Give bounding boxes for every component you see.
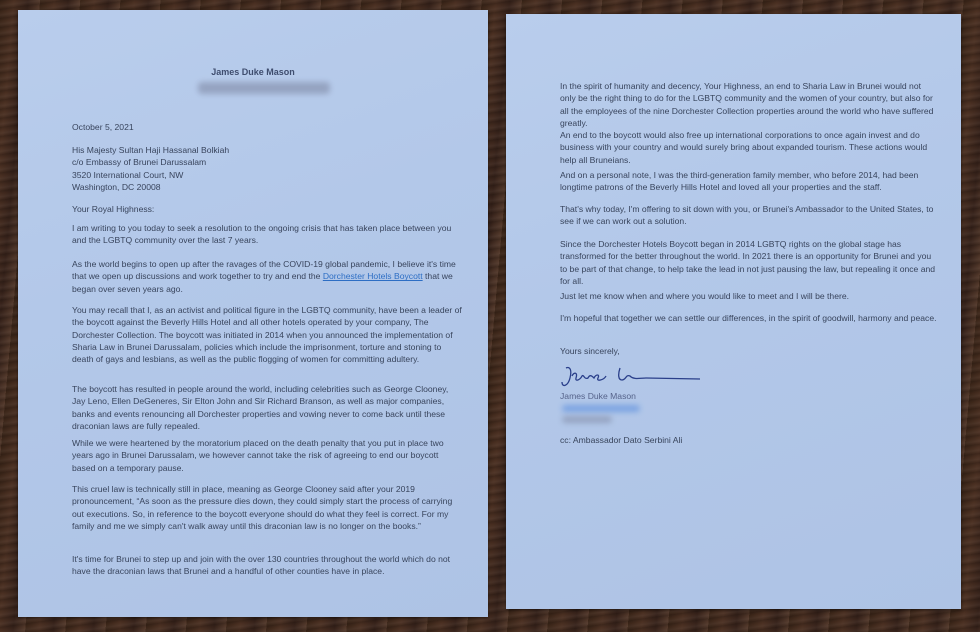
paragraph-6: This cruel law is technically still in place, meaning as George Clooney said after your 2019 pronouncement, “As soon as the pressure dies down, they could simply start the process of carrying out executions. So, in reference to the boycott everyone should do what they feel is correct. For my family and me we simply can't walk away until this draconian law is no longer on the books.” [72,484,453,531]
paragraph-4: The boycott has resulted in people around the world, including celebrities such as George Clooney, Jay Leno, Ellen DeGeneres, Sir Elton John and Sir Richard Branson, as well as major companies, banks and events renouncing all Dorchester properties and vowing never to come back until these draconian laws are fully repealed. [72,384,449,431]
address-line: Washington, DC 20008 [72,181,161,192]
paragraph-10: And on a personal note, I was the third-generation family member, who before 2014, had been longtime patrons of the Beverly Hills Hotel and loved all your properties and the staff. [560,170,919,193]
paragraph-9: An end to the boycott would also free up international corporations to once again invest and do business with your country and would surely bring about expanded tourism. These actions would help all Bruneians. [560,130,928,165]
paragraph-3: You may recall that I, as an activist and political figure in the LGBTQ community, have been a leader of the boycott against the Beverly Hills Hotel and all other hotels operated by your company, The Dorchester Collection. The boycott was initiated in 2014 when you announced the implementation of Sharia Law in Brunei Darussalam, policies which include the imprisonment, torture and stoning to death of gays and lesbians, as well as the public flogging of women for committing adultery. [72,305,462,365]
paragraph-14: I'm hopeful that together we can settle our differences, in the spirit of goodwill, harmony and peace. [560,313,937,323]
address-line: 3520 International Court, NW [72,169,184,180]
letter-date: October 5, 2021 [72,122,134,132]
paragraph-2-text-end: that we began over seven years ago. [72,271,453,294]
handwritten-signature [560,362,710,392]
redacted-phone [562,416,612,423]
letter-page-1 [18,10,488,617]
letter-page-2 [506,14,961,609]
paragraph-11: That's why today, I'm offering to sit down with you, or Brunei's Ambassador to the United States, to see if we can work out a solution. [560,204,934,227]
salutation: Your Royal Highness: [72,204,155,214]
paragraph-5: While we were heartened by the moratorium placed on the death penalty that you put in place two years ago in Brunei Darussalam, we however cannot take the risk of agreeing to end our boycott based on a temporary pause. [72,438,444,473]
dorchester-boycott-link[interactable]: Dorchester Hotels Boycott [322,271,423,282]
paragraph-12: Since the Dorchester Hotels Boycott began in 2014 LGBTQ rights on the global stage has transformed for the better throughout the world. In 2021 there is an opportunity for Brunei and you to be part of that change, to help take the lead in not just pausing the law, but repealing it once and for all. [560,239,936,286]
address-line: c/o Embassy of Brunei Darussalam [72,157,207,168]
cc-line: cc: Ambassador Dato Serbini Ali [560,435,683,445]
paragraph-2-text: As the world begins to open up after the ravages of the COVID-19 global pandemic, I believe it's time that we open up discussions and work together to try and end the [72,259,456,282]
paragraph-13: Just let me know when and where you would like to meet and I will be there. [560,291,849,301]
paragraph-2 [72,258,462,295]
paragraph-8: In the spirit of humanity and decency, Your Highness, an end to Sharia Law in Brunei would not only be the right thing to do for the LGBTQ community and the women of your country, but also for all the employees of the nine Dorchester Collection properties around the world who have suffered greatly. [560,81,934,128]
redacted-email [562,405,640,412]
letterhead-name: James Duke Mason [211,67,295,77]
recipient-address [72,144,462,193]
paragraph-7: It's time for Brunei to step up and join with the over 130 countries throughout the world which do not have the draconian laws that Brunei and a handful of other counties have in place. [72,554,451,577]
address-line: His Majesty Sultan Haji Hassanal Bolkiah [72,145,230,155]
signed-name: James Duke Mason [560,391,636,401]
closing: Yours sincerely, [560,346,620,356]
redacted-contact-info [198,82,330,94]
paragraph-1: I am writing to you today to seek a resolution to the ongoing crisis that has taken place between you and the LGBTQ community over the last 7 years. [72,223,452,246]
